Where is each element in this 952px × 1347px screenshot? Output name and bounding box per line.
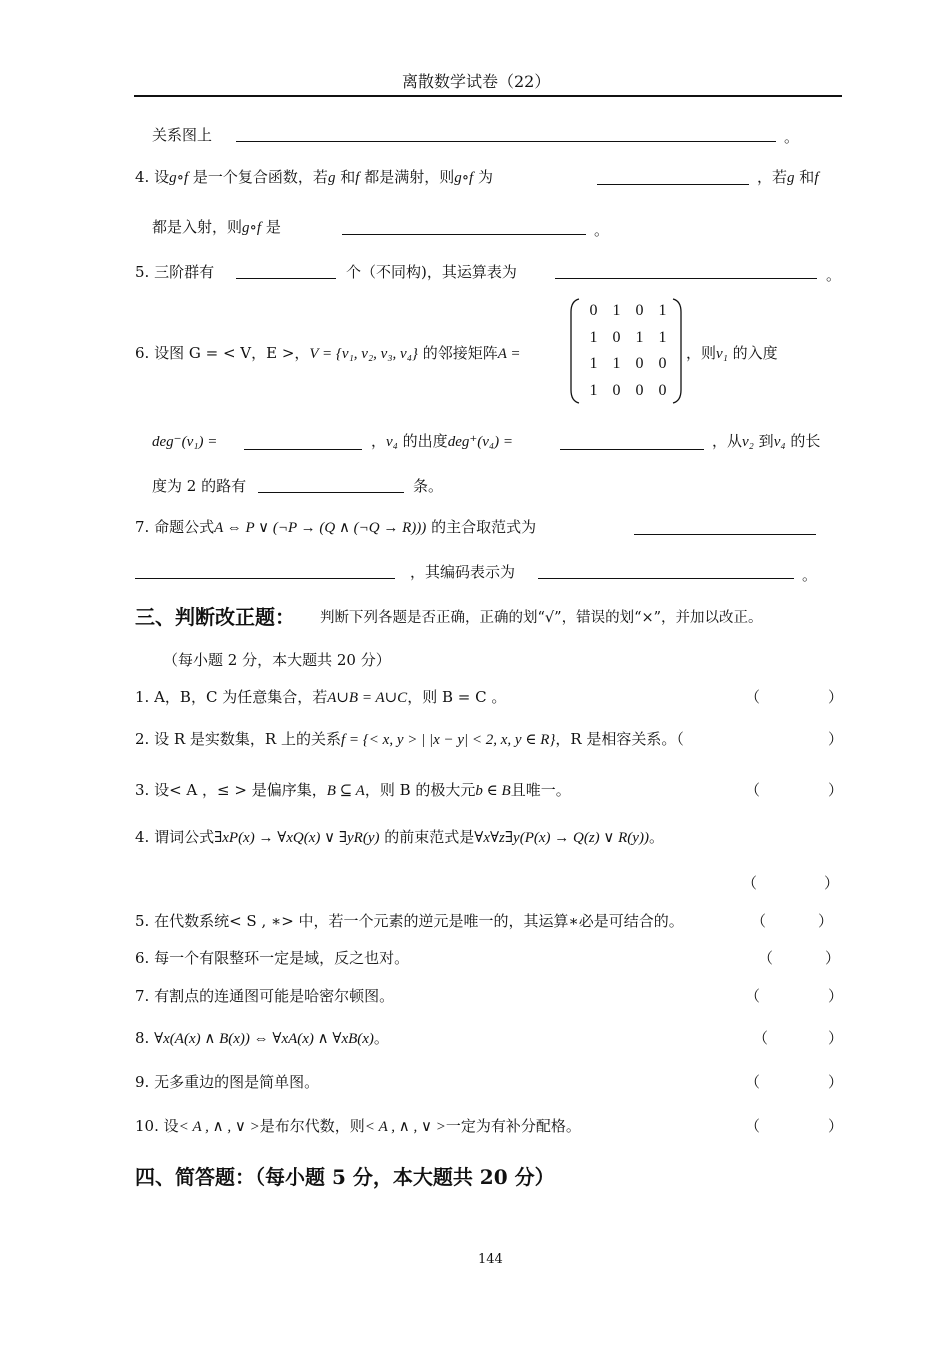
item-formula: B ⊆ A [326, 783, 365, 799]
q7-number: 7. [135, 518, 150, 536]
answer-paren-right: ） [828, 688, 844, 706]
q4-formula: f [814, 170, 819, 186]
item-text: 每一个有限整环一定是域，反之也对。 [154, 949, 410, 967]
judge-item-7 [135, 986, 394, 1006]
matrix-cell: 0 [612, 328, 621, 346]
matrix-cell: 0 [589, 302, 598, 320]
matrix-grid [582, 298, 674, 404]
q6-text: 到 [758, 432, 774, 450]
answer-paren-left: （ [751, 912, 767, 930]
item-text: 。 [373, 1029, 389, 1047]
q5-number: 5. [135, 263, 150, 281]
q5-text: 三阶群有 [154, 263, 215, 281]
q6-line2-tail [712, 431, 820, 452]
item-text: 是布尔代数，则 [259, 1117, 365, 1135]
matrix-cell: 0 [635, 381, 644, 399]
page-header-title: 离散数学试卷（22） [402, 72, 551, 91]
item-text: 设< A ，≤ > 是偏序集， [154, 781, 327, 799]
item-formula: ∃xP(x) → ∀xQ(x) ∨ ∃yR(y) [214, 830, 380, 846]
q7-text: 命题公式 [154, 518, 215, 536]
q6-text: 的长 [790, 432, 821, 450]
q7-line1 [135, 517, 536, 538]
item-text: 一定为有补分配格。 [445, 1117, 581, 1135]
q6-text: ，从 [712, 432, 743, 450]
q4-formula: g∘f [242, 220, 262, 236]
q4-text: ，若 [757, 168, 788, 186]
answer-paren-right: ） [828, 1073, 844, 1091]
q7-text: 的主合取范式为 [431, 518, 537, 536]
matrix-left-bracket [570, 298, 580, 404]
item-number: 8. [135, 1029, 150, 1047]
q4-text: 为 [478, 168, 494, 186]
q5-blank-1 [236, 278, 336, 279]
header-rule [134, 95, 842, 97]
judge-item-9 [135, 1072, 319, 1092]
item-text: ，则 B 的极大元 [364, 781, 476, 799]
item-text: 设 R 是实数集，R 上的关系 [154, 730, 341, 748]
q7-formula: A ⇔ P ∨ (¬P → (Q ∧ (¬Q → R))) [214, 520, 427, 536]
q6-vertex-set: V = {v₁, v₂, v₃, v₄} [309, 346, 418, 362]
item-text: 有割点的连通图可能是哈密尔顿图。 [154, 987, 395, 1005]
q4-blank-1 [597, 184, 749, 185]
answer-paren-right: ） [828, 987, 844, 1005]
q4-text: 都是满射，则 [364, 168, 455, 186]
q6-text: 的入度 [732, 344, 778, 362]
matrix-cell: 1 [658, 328, 667, 346]
item-text: 的前束范式是 [384, 828, 475, 846]
q6-blank-2 [560, 449, 704, 450]
matrix-right-bracket [672, 298, 682, 404]
answer-paren-left: （ [745, 688, 761, 706]
item-formula: b ∈ B [475, 783, 511, 799]
answer-paren-right: ） [825, 949, 841, 967]
answer-paren-left: （ [753, 1029, 769, 1047]
item-number: 2. [135, 730, 150, 748]
q3-tail-label: 关系图上 [152, 126, 213, 144]
q6-blank-1 [244, 449, 362, 450]
q4-text: 和 [799, 168, 815, 186]
q4-line1 [135, 167, 493, 188]
q6-line1 [135, 343, 520, 364]
item-number: 3. [135, 781, 150, 799]
answer-paren-right: ） [828, 730, 844, 748]
q4-text: 和 [340, 168, 356, 186]
judge-item-3 [135, 780, 571, 801]
judge-item-6 [135, 948, 409, 968]
q4-text: 设 [154, 168, 170, 186]
q6-vertex: v₄ [773, 434, 786, 450]
judge-item-4 [135, 827, 664, 848]
q6-text: ， [371, 432, 387, 450]
q4-formula: g∘f [169, 170, 189, 186]
item-formula: < A , ∧ , ∨ > [364, 1119, 446, 1135]
q4-formula: g [327, 170, 336, 186]
item-number: 4. [135, 828, 150, 846]
answer-paren-right: ） [828, 781, 844, 799]
judge-item-5 [135, 911, 684, 931]
q4-line1-tail [757, 167, 818, 188]
answer-paren-right: ） [818, 912, 834, 930]
item-formula: A∪B = A∪C [327, 690, 408, 706]
item-text: ，R 是相容关系。（ [555, 730, 684, 748]
matrix-cell: 1 [589, 381, 598, 399]
q4-formula: f [355, 170, 360, 186]
q4-text: 是 [265, 218, 281, 236]
matrix-cell: 1 [612, 355, 621, 373]
answer-paren-left: （ [758, 949, 774, 967]
matrix-cell: 1 [635, 328, 644, 346]
matrix-cell: 1 [612, 302, 621, 320]
q7-line2: ，其编码表示为 [410, 563, 516, 581]
q3-answer-blank [236, 141, 776, 142]
q6-formula: deg⁻(v₁) = [152, 434, 218, 450]
q6-matrix-label: A = [497, 346, 521, 362]
q5-end-mark: 。 [826, 266, 842, 284]
judge-item-1 [135, 687, 506, 708]
item-text: 且唯一。 [510, 781, 571, 799]
q6-blank-3 [258, 492, 404, 493]
answer-paren-left: （ [745, 1073, 761, 1091]
item-number: 5. [135, 912, 150, 930]
item-formula: f = {< x, y > | |x − y| < 2, x, y ∈ R} [341, 732, 556, 748]
item-formula: ∀x∀z∃y(P(x) → Q(z) ∨ R(y)) [474, 830, 649, 846]
matrix-cell: 0 [612, 381, 621, 399]
q6-line2-mid [371, 431, 513, 452]
q6-text: ，则 [686, 344, 717, 362]
matrix-cell: 0 [658, 381, 667, 399]
matrix-cell: 0 [635, 302, 644, 320]
q4-blank-2 [342, 234, 586, 235]
judge-item-8 [135, 1028, 389, 1049]
q7-blank-3 [538, 578, 794, 579]
q3-end-mark: 。 [784, 128, 800, 146]
item-text: ，则 B = C 。 [407, 688, 507, 706]
q6-line3: 度为 2 的路有 [152, 477, 247, 495]
q5-blank-2 [555, 278, 817, 279]
answer-paren-right: ） [828, 1117, 844, 1135]
q4-formula: g∘f [454, 170, 474, 186]
q6-line1-tail [686, 343, 778, 364]
q6-number: 6. [135, 344, 150, 362]
q4-formula: g [787, 170, 795, 186]
q6-line3-tail: 条。 [413, 477, 444, 495]
item-text: A，B，C 为任意集合，若 [154, 688, 328, 706]
q6-text: 设图 G = < V，E >， [154, 344, 310, 362]
answer-paren-left: （ [742, 874, 758, 892]
item-text: 设 [163, 1117, 179, 1135]
q4-number: 4. [135, 168, 150, 186]
matrix-cell: 0 [635, 355, 644, 373]
item-number: 10. [135, 1117, 159, 1135]
section3-title: 三、判断改正题： [135, 605, 295, 629]
q6-vertex: v₄ [386, 434, 398, 450]
matrix-cell: 0 [658, 355, 667, 373]
page-number: 144 [478, 1252, 503, 1267]
q4-text: 都是入射，则 [152, 218, 243, 236]
q4-line2 [152, 217, 281, 238]
item-text: 在代数系统< S , ∗> 中，若一个元素的逆元是唯一的，其运算∗必是可结合的。 [154, 912, 684, 930]
q4-end-mark: 。 [594, 221, 610, 239]
section4-title: 四、简答题：（每小题 5 分，本大题共 20 分） [135, 1165, 555, 1189]
q4-text: 是一个复合函数，若 [192, 168, 328, 186]
item-number: 1. [135, 688, 150, 706]
q7-blank-1 [634, 534, 816, 535]
item-number: 9. [135, 1073, 150, 1091]
q6-text: 的邻接矩阵 [422, 344, 498, 362]
answer-paren-right: ） [824, 874, 840, 892]
answer-paren-right: ） [828, 1029, 844, 1047]
section3-description: 判断下列各题是否正确，正确的划“√”，错误的划“×”，并加以改正。 [320, 610, 763, 626]
answer-paren-left: （ [745, 781, 761, 799]
answer-paren-left: （ [745, 1117, 761, 1135]
item-formula: ∀x(A(x) ∧ B(x)) ⇔ ∀xA(x) ∧ ∀xB(x) [154, 1031, 374, 1047]
item-number: 7. [135, 987, 150, 1005]
adjacency-matrix [570, 298, 682, 404]
q6-vertex: v₁ [716, 346, 728, 362]
matrix-cell: 1 [658, 302, 667, 320]
item-text: 无多重边的图是简单图。 [154, 1073, 320, 1091]
judge-item-10 [135, 1116, 581, 1137]
judge-item-2 [135, 729, 684, 750]
q6-text: 的出度 [402, 432, 448, 450]
matrix-cell: 1 [589, 355, 598, 373]
answer-paren-left: （ [745, 987, 761, 1005]
item-text: 。 [648, 828, 664, 846]
q5-text-2: 个（不同构)，其运算表为 [346, 263, 517, 281]
q7-blank-2 [135, 578, 395, 579]
item-number: 6. [135, 949, 150, 967]
q5-line [135, 262, 214, 282]
item-text: 谓词公式 [154, 828, 215, 846]
q6-indeg-label [152, 431, 217, 452]
q7-end-mark: 。 [802, 566, 818, 584]
matrix-cell: 1 [589, 328, 598, 346]
section3-scoring-note: （每小题 2 分，本大题共 20 分） [163, 651, 391, 669]
item-formula: < A , ∧ , ∨ > [178, 1119, 260, 1135]
q6-formula: deg⁺(v₄) = [447, 434, 513, 450]
q6-vertex: v₂ [742, 434, 754, 450]
